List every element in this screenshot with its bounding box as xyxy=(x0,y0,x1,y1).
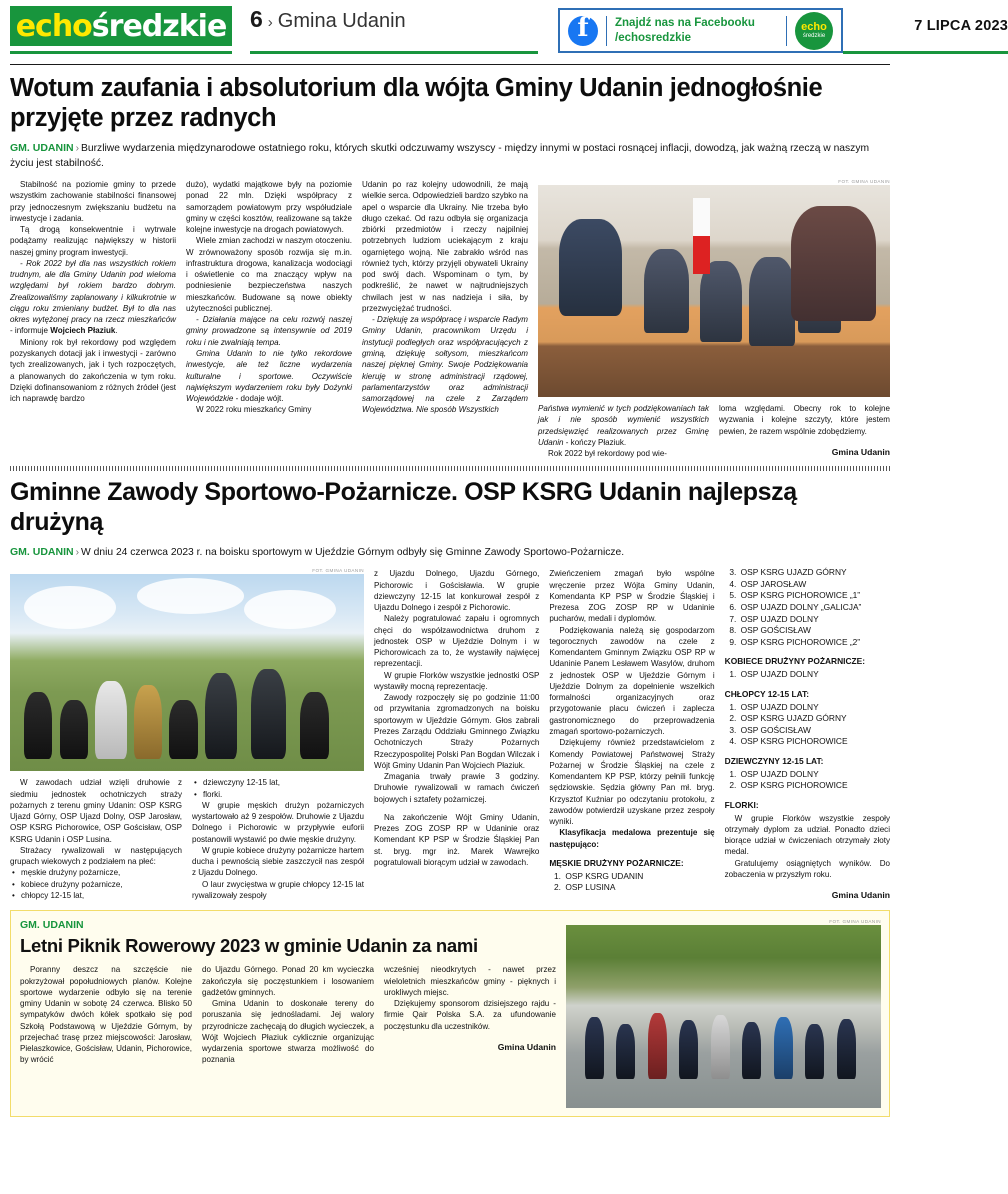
masthead-rule xyxy=(10,64,890,65)
article3-photo-block xyxy=(566,919,881,1108)
article3-signature: Gmina Udanin xyxy=(497,1041,556,1052)
article1-columns xyxy=(10,179,890,459)
issue-date-text: 7 LIPCA 2023 xyxy=(914,18,1008,34)
paragraph xyxy=(10,258,176,337)
section-name: Gmina Udanin xyxy=(277,10,406,32)
facebook-line1: Znajdź nas na Facebooku xyxy=(615,17,755,30)
article3-headline: Letni Piknik Rowerowy 2023 w gminie Udanin za nami xyxy=(20,935,478,957)
article1-lead xyxy=(10,141,890,172)
divider xyxy=(606,16,607,46)
article-wotum-zaufania xyxy=(10,73,890,459)
logo-underline xyxy=(10,51,232,54)
list-item: 2. OSP LUSINA xyxy=(563,882,714,894)
paragraph: Tą drogą konsekwentnie i wytrwale podążamy realizując największy w historii naszej gminy program inwestycji. xyxy=(10,225,176,257)
article-zawody-sportowo-pozarnicze xyxy=(10,478,890,901)
publication-logo[interactable] xyxy=(10,6,232,54)
article2-kicker-text: W dniu 24 czerwca 2023 r. na boisku sportowym w Ujeździe Górnym odbyły się Gminne Zawody Sportowo-Pożarnicze. xyxy=(81,547,625,559)
paragraph: Udanin po raz kolejny udowodnili, że mają wielkie serca. Odpowiedzieli bardzo szybko na apel o wsparcie dla Ukrainy. Nie trzeba było długo czekać. Od razu odbyła się organizacja zbiórki przedmiotów i rzeczy najpilniej potrzebnych ludziom uciekającym z kraju ogarniętego wojną. Nie zabrakło wśród nas również tych, którzy przyjęli obywateli Ukrainy pod swój dach. Wspominam o tym, by podkreślić, że nawet w najtrudniejszych chwilach jest w nas nadzieja i siła, by przezwyciężać trudności. xyxy=(362,180,528,313)
paragraph xyxy=(538,403,709,448)
quote-attrib: - dodaje wójt. xyxy=(233,394,284,404)
paragraph: - Dziękuję za współpracę i wsparcie Radym Gminy Udanin, pracownikom Urzędu i instytucji podległych oraz współpracujących z gminą, dziękuję sołtysom, mieszkańcom naszej pięknej Gminy. Swoje Podziękowania kieruję w stronę administracji rządowej, parlamentarzystów oraz administracji samorządowej na czele z Zarządem Województwa. Nie sposób Wszystkich xyxy=(362,315,528,415)
article1-headline: Wotum zaufania i absolutorium dla wójta Gminy Udanin jednogłośnie przyjęte przez radnych xyxy=(10,74,823,133)
results-list-girls xyxy=(725,769,890,792)
paragraph: Gratulujemy osiągniętych wyników. Do zobaczenia w przyszłym roku. xyxy=(724,858,890,879)
divider xyxy=(786,16,787,46)
list-item: 6. OSP UJAZD DOLNY „GALICJA” xyxy=(739,602,890,614)
article1-signature: Gmina Udanin xyxy=(831,446,890,457)
list-item: • chłopcy 12-15 lat, xyxy=(21,890,182,901)
results-heading-girls: DZIEWCZYNY 12-15 LAT: xyxy=(724,755,824,766)
list-item: • kobiece drużyny pożarnicze, xyxy=(21,879,182,890)
quote-author: Wojciech Płaziuk xyxy=(50,326,116,336)
article3-column-2 xyxy=(202,964,374,1065)
breadcrumb-separator-icon: › xyxy=(267,14,273,31)
list-item: 2. OSP KSRG UJAZD GÓRNY xyxy=(739,713,890,725)
paragraph: Zwieńczeniem zmagań było wspólne wręczenie przez Wójta Gminy Udanin, Komendanta KP PSP w Środzie Śląskiej i Prezesa ZOG ZOSP RP w Udaninie pucharów, medali i dyplomów. xyxy=(549,569,715,624)
article2-headline: Gminne Zawody Sportowo-Pożarnicze. OSP KSRG Udanin najlepszą drużyną xyxy=(10,478,797,536)
paragraph: W grupie Florków wszystkie jednostki OSP wystawiły mocną reprezentację. xyxy=(374,670,540,691)
paragraph: dużo), wydatki majątkowe były na poziomie ponad 22 mln. Dzięki współpracy z samorządem powiatowym przy współudziale gminy w części kosztów, realizowane są także kolejne inwestycje na drogach powiatowych. xyxy=(186,180,352,235)
quote-attrib: - kończy Płaziuk. xyxy=(563,437,627,447)
paragraph: Należy pogratulować zapału i ogromnych chęci do współzawodnictwa druhom z jednostek OSP w Ujeździe Dolnym i w Pichorowicach za to, że wystawiły najwięcej reprezentacji. xyxy=(374,614,540,669)
results-list-mens-partial xyxy=(549,871,714,894)
paragraph: Strażacy rywalizowali w następujących grupach wiekowych z podziałem na płeć: xyxy=(10,845,182,867)
list-item: 7. OSP UJAZD DOLNY xyxy=(739,614,890,626)
list-item: 4. OSP KSRG PICHOROWICE xyxy=(739,736,890,748)
results-list-mens-continued xyxy=(725,567,890,648)
masthead xyxy=(10,0,1008,56)
list-item: 1. OSP KSRG UDANIN xyxy=(563,871,714,883)
page-number: 6 xyxy=(250,6,263,32)
article3-column-3 xyxy=(384,964,556,1065)
breadcrumb-underline xyxy=(250,51,538,54)
results-list-boys xyxy=(725,702,890,748)
facebook-text xyxy=(615,16,778,45)
article2-column-2-lower xyxy=(192,777,364,901)
article2-groups-list-part2 xyxy=(192,777,364,800)
list-item: 1. OSP UJAZD DOLNY xyxy=(739,769,890,781)
list-item: 4. OSP JAROSŁAW xyxy=(739,579,890,591)
paragraph: Poranny deszcz na szczęście nie pokrzyżował popołudniowych planów. Kolejne sportowe wydarzenie odbyło się na terenie gminy Udanin w sobotę 24 czerwca. Blisko 50 sympatyków dwóch kółek spotkało się pod Szkołą Podstawową w Ujeździe Górnym, by przejechać trasę przez miejscowości: Jarosław, Pielaszkowice, Gościsław, Udanin, Pichorowice, by wrócić xyxy=(20,965,192,1065)
quote-text: - Rok 2022 był dla nas wszystkich rokiem trudnym, ale dla Gminy Udanin pod wieloma względami był rokiem bardzo dobrym. Zrealizowaliśmy zaplanowany i kilkukrotnie w ciągu roku zmieniany budżet. Był to dla nas okres wytężonej pracy na rzecz mieszkańców xyxy=(10,258,176,325)
article2-signature: Gmina Udanin xyxy=(831,890,890,901)
kicker-arrow-icon: › xyxy=(75,143,80,155)
article1-column-2 xyxy=(186,179,352,459)
section-divider xyxy=(10,466,890,471)
article2-groups-list-part1 xyxy=(10,867,182,901)
quote-text: Gmina Udanin to nie tylko rekordowe inwestycje, ale też liczne wydarzenia kulturalne i sportowe. Oczywiście największym wydarzeniem roku były Dożynki Wojewódzkie xyxy=(186,348,352,404)
date-underline xyxy=(843,51,1008,54)
quote-attrib: - informuje xyxy=(10,326,51,336)
echo-badge-icon xyxy=(795,12,833,50)
article1-photo-credit: FOT. GMINA UDANIN xyxy=(838,179,890,184)
article2-column-3 xyxy=(374,568,539,901)
polish-flag-icon xyxy=(693,198,711,274)
paragraph: Rok 2022 był rekordowy pod wie- xyxy=(548,449,667,459)
logo-box xyxy=(10,6,232,46)
logo-echo-text: echo xyxy=(15,8,92,44)
quote-text: Państwa wymienić w tych podziękowaniach tak jak i nie sposób wymienić wszystkich przedsięwzięć realizowanych przez Gminę Udanin xyxy=(538,404,709,447)
article1-column-3 xyxy=(362,179,528,459)
paragraph: Gmina Udanin to doskonałe tereny do poruszania się jednośladami. Jej walory przyrodnicze zachęcają do długich wycieczek, a Wójt Wojciech Płaziuk cyklicznie organizując wydarzenia sportowe stwarza możliwość do poznania xyxy=(202,999,374,1065)
paragraph: Na zakończenie Wójt Gminy Udanin, Prezes ZOG ZOSP RP w Udaninie oraz Komendant KP PSP w Środzie Śląskiej Pan st. bryg. mgr inż. Marek Wawrejko pogratulowali biorącym udział w zawodach. xyxy=(374,812,540,867)
paragraph: O laur zwycięstwa w grupie chłopcy 12-15 lat rywalizowały zespoły xyxy=(192,879,364,900)
badge-top-text: echo xyxy=(801,21,827,33)
results-heading-mens: MĘSKIE DRUŻYNY POŻARNICZE: xyxy=(549,857,684,868)
article1-kicker-tag: GM. UDANIN xyxy=(10,142,74,155)
results-heading-womens: KOBIECE DRUŻYNY POŻARNICZE: xyxy=(724,656,866,667)
article1-column-1 xyxy=(10,179,176,459)
facebook-promo[interactable] xyxy=(558,8,843,53)
list-item: 2. OSP KSRG PICHOROWICE xyxy=(739,780,890,792)
list-item: 1. OSP UJAZD DOLNY xyxy=(739,702,890,714)
paragraph: W zawodach udział wzięli druhowie z siedmiu jednostek ochotniczych straży pożarnych z terenu gminy Udanin: OSP KSRG Ujazd Górny, OSP Ujazd Dolny, OSP Jarosław, OSP KSRG Pichorowice, OSP Gościsław, OSP KSRG Udanin i OSP Lusina. xyxy=(10,778,182,844)
article3-tag: GM. UDANIN xyxy=(20,919,84,932)
article3-photo-credit: FOT. GMINA UDANIN xyxy=(829,919,881,925)
article2-left-block xyxy=(10,568,364,901)
article2-kicker-tag: GM. UDANIN xyxy=(10,546,74,559)
article2-columns xyxy=(10,568,890,901)
article1-photo-and-tail xyxy=(538,179,890,459)
list-item: • florki. xyxy=(203,789,364,800)
list-item: 5. OSP KSRG PICHOROWICE „1” xyxy=(739,590,890,602)
article2-photo-winning-team xyxy=(10,574,364,771)
article2-column-5-results xyxy=(725,568,890,901)
paragraph: z Ujazdu Dolnego, Ujazdu Górnego, Pichorowic i Gościsławia. W grupie dziewczyny 12-15 lat konkurował zespół z Ujazdu Dolnego i zespół z Pichorowic. xyxy=(374,569,540,613)
paragraph: W 2022 roku mieszkańcy Gminy xyxy=(196,405,312,415)
paragraph: wcześniej nieodkrytych - nawet przez wieloletnich mieszkańców gminy - pięknych i urokliwych miejsc. xyxy=(384,965,556,997)
issue-date xyxy=(843,6,1008,54)
paragraph: - Działania mające na celu rozwój naszej gminy prowadzone są intensywnie od 2019 roku i nie zwalniają tempa. xyxy=(186,315,352,347)
paragraph: Wiele zmian zachodzi w naszym otoczeniu. W zrównoważony sposób rozwija się m.in. infrastruktura drogowa, kanalizacja wodociągi i oświetlenie co ma znaczący wpływ na podniesienie bezpieczeństwa naszych mieszkańców. Budowane są nowe obiekty użyteczności publicznej. xyxy=(186,236,352,313)
list-item: 1. OSP UJAZD DOLNY xyxy=(739,669,890,681)
article3-column-1 xyxy=(20,964,192,1065)
list-item: 3. OSP GOŚCISŁAW xyxy=(739,725,890,737)
paragraph: W grupie męskich drużyn pożarniczych wystartowało aż 9 zespołów. Druhowie z Ujazdu Dolnego i Pichorowic w przypływie euforii postanowili wystawić po dwie męskie drużyny. xyxy=(192,800,364,844)
article1-column-4 xyxy=(538,403,709,459)
article2-column-4 xyxy=(549,568,714,901)
list-item: 8. OSP GOŚCISŁAW xyxy=(739,625,890,637)
facebook-icon xyxy=(568,16,598,46)
paragraph: Zawody rozpoczęły się po godzinie 11:00 od przywitania zgromadzonych na boisku sportowym w Ujeździe Górnym. Głos zabrali Prezes Zarządu Oddziału Gminnego Związku Ochotniczych Straży Pożarnych Rzeczypospolitej Polski Pan Bogdan Wilczak i Wójt Gminy Udanin Pan Wojciech Płaziuk. xyxy=(374,693,540,770)
quote-period: . xyxy=(115,326,118,336)
article1-kicker-text: Burzliwe wydarzenia międzynarodowe ostatniego roku, których skutki odczuwamy wszyscy - między innymi w postaci rosnącej inflacji, dowodzą, jak ważną rzeczą w naszym życiu jest stabilność. xyxy=(10,143,870,170)
results-intro: Klasyfikacja medalowa prezentuje się następująco: xyxy=(549,828,715,849)
paragraph xyxy=(186,348,352,404)
paragraph: Podziękowania należą się gospodarzom tegorocznych zawodów na czele z Komendantem Gminnym Związku OSP RP w Udaninie Panem Lesławem Wasylów, druhom z jednostek OSP w Ujeździe Górnym i Ujeździe Dolnym za dopełnienie wszelkich formalności organizacyjnych oraz przygotowanie placu ćwiczeń i zaplecza gastronomicznego do przeprowadzenia zmagań sportowo-pożarniczych. xyxy=(549,625,715,736)
article2-photo-credit: FOT. GMINA UDANIN xyxy=(312,568,364,574)
paragraph: loma względami. Obecny rok to kolejne wyzwania i kolejne szczyty, które jestem pewien, że razem wspólnie zdobędziemy. xyxy=(719,404,890,436)
paragraph: Stabilność na poziomie gminy to przede wszystkim zachowanie stabilności finansowej przy jednoczesnym zwiększaniu budżetu na inwestycje i zadania. xyxy=(10,180,176,223)
paragraph: Dziękujemy sponsorom dzisiejszego rajdu - firmie Qair Polska S.A. za ufundowanie poczęstunku dla uczestników. xyxy=(384,999,556,1031)
facebook-line2: /echosredzkie xyxy=(615,31,692,44)
article1-photo-council-meeting xyxy=(538,185,890,397)
paragraph: W grupie kobiece drużyny pożarnicze hartem ducha i pewnością siebie zaszczycił nas zespół z Ujazdu Dolnego. xyxy=(192,845,364,878)
paragraph: Miniony rok był rekordowy pod względem pozyskanych dotacji jak i inwestycji - zarówno tych zrealizowanych, jak i tych rozpoczętych, a planowanych do zakończenia w tym roku. Dzięki dofinansowaniom z różnych źródeł (jest ich naprawdę bardzo xyxy=(10,337,176,404)
paragraph: Dziękujemy również przedstawicielom z Komendy Powiatowej Państwowej Straży Pożarnej w Środzie Śląskiej na czele z Komendantem KP PSP, którzy pełnili funkcję sędziowskie. Sędzia główny Pan mł. bryg. Krzysztof Kuźniar po odczytaniu protokołu, z zawodów potwierdził uzyskane przez zespoły wyniki. xyxy=(549,738,715,827)
logo-sredzkie-text: średzkie xyxy=(91,8,227,44)
list-item: • dziewczyny 12-15 lat, xyxy=(203,777,364,788)
results-heading-florki: FLORKI: xyxy=(724,799,759,810)
paragraph: Zmagania trwały prawie 3 godziny. Druhowie rywalizowali w ramach ćwiczeń bojowych i sztafety pożarniczej. xyxy=(374,772,540,804)
article3-photo-bike-ride xyxy=(566,925,881,1108)
article1-column-5 xyxy=(719,403,890,459)
paragraph: W grupie Florków wszystkie zespoły otrzymały dyplom za udział. Ponadto dzieci biorące udział w ćwiczeniach otrzymały złoty medal. xyxy=(724,813,890,857)
list-item: 3. OSP KSRG UJAZD GÓRNY xyxy=(739,567,890,579)
paragraph: do Ujazdu Górnego. Ponad 20 km wycieczka zakończyła się poczęstunkiem i losowaniem gadżetów gminnych. xyxy=(202,965,374,997)
article2-lead xyxy=(10,545,890,561)
article-letni-piknik-rowerowy xyxy=(10,910,890,1117)
list-item: • męskie drużyny pożarnicze, xyxy=(21,867,182,878)
list-item: 9. OSP KSRG PICHOROWICE „2” xyxy=(739,637,890,649)
kicker-arrow-icon: › xyxy=(75,547,80,559)
results-list-womens xyxy=(725,669,890,681)
article2-column-1 xyxy=(10,777,182,901)
badge-bottom-text: średzkie xyxy=(802,33,826,39)
breadcrumb xyxy=(250,6,538,54)
results-heading-boys: CHŁOPCY 12-15 LAT: xyxy=(724,688,810,699)
article3-columns xyxy=(20,964,556,1065)
